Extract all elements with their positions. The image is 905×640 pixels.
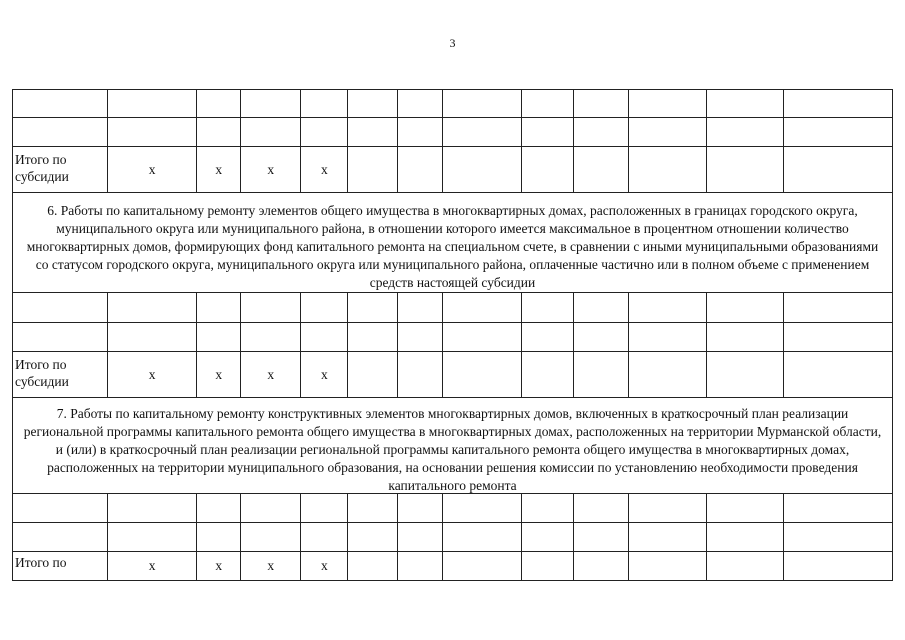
total-row-label: Итого по субсидии [13, 147, 108, 193]
table-cell [521, 118, 573, 147]
table-cell [521, 90, 573, 118]
table-cell [108, 90, 197, 118]
x-mark: x [301, 552, 348, 581]
table-cell [443, 147, 521, 193]
section-7-heading: 7. Работы по капитальному ремонту конструктивных элементов многоквартирных домов, включенных в краткосрочный план реализации региональной программы капитального ремонта общего имущества в многоквартирных домах, расположенных на территории Мурманской области, и (или) в краткосрочный план реализации региональной программы капитального ремонта общего имущества в многоквартирных домах, расположенных на территории муниципального образования, на основании решения комиссии по установлению необходимости проведения капитального ремонта [12, 398, 893, 499]
table-cell [13, 118, 108, 147]
table-cell [301, 523, 348, 552]
table-cell [706, 552, 783, 581]
table-cell [573, 293, 628, 323]
table-cell [398, 552, 443, 581]
table-cell [443, 352, 521, 398]
table-cell [241, 523, 301, 552]
table-cell [706, 352, 783, 398]
table-cell [443, 523, 521, 552]
table-cell [301, 494, 348, 523]
table-cell [348, 293, 398, 323]
table-cell [108, 118, 197, 147]
total-row [13, 352, 893, 398]
table-cell [706, 293, 783, 323]
table-cell [628, 494, 706, 523]
table-cell [783, 552, 892, 581]
table-cell [573, 352, 628, 398]
table-cell [443, 293, 521, 323]
table-section-6 [12, 292, 893, 398]
table-row [13, 293, 893, 323]
table-cell [443, 118, 521, 147]
table-cell [783, 293, 892, 323]
table-cell [573, 118, 628, 147]
table-cell [348, 352, 398, 398]
table-cell [521, 494, 573, 523]
table-cell [398, 118, 443, 147]
table-section-7 [12, 493, 893, 581]
table-cell [628, 147, 706, 193]
table-cell [197, 494, 241, 523]
table-cell [301, 118, 348, 147]
table-cell [521, 323, 573, 352]
table-cell [241, 118, 301, 147]
table-cell [628, 293, 706, 323]
table-cell [443, 552, 521, 581]
table-cell [398, 352, 443, 398]
x-mark: x [301, 147, 348, 193]
x-mark: x [108, 147, 197, 193]
table-cell [348, 90, 398, 118]
table-cell [398, 523, 443, 552]
section-6-heading: 6. Работы по капитальному ремонту элементов общего имущества в многоквартирных домах, расположенных в границах городского округа, муниципального округа или муниципального района, в отношении которого имеется максимальное в процентном отношении количество многоквартирных домов, формирующих фонд капитального ремонта на специальном счете, в сравнении с иными муниципальными образованиями со статусом городского округа, муниципального округа или муниципального района, оплаченные частично или в полном объеме с применением средств настоящей субсидии [12, 193, 893, 296]
total-row [13, 147, 893, 193]
table-cell [398, 90, 443, 118]
x-mark: x [197, 147, 241, 193]
table-cell [443, 494, 521, 523]
table-cell [348, 118, 398, 147]
table-cell [573, 147, 628, 193]
table-cell [783, 323, 892, 352]
table-row [13, 523, 893, 552]
table-cell [197, 293, 241, 323]
table-cell [783, 352, 892, 398]
table-cell [241, 494, 301, 523]
table-cell [348, 552, 398, 581]
table-cell [783, 118, 892, 147]
table-cell [398, 494, 443, 523]
x-mark: x [197, 352, 241, 398]
table-row [13, 90, 893, 118]
table-cell [348, 523, 398, 552]
table-cell [573, 552, 628, 581]
table-cell [301, 90, 348, 118]
table-cell [13, 494, 108, 523]
table-cell [13, 90, 108, 118]
table-section-5-tail [12, 89, 893, 193]
table-cell [783, 494, 892, 523]
table-cell [573, 494, 628, 523]
table-cell [706, 494, 783, 523]
table-cell [241, 90, 301, 118]
x-mark: x [301, 352, 348, 398]
table-block-2 [12, 292, 893, 499]
table-cell [521, 352, 573, 398]
table-row [13, 494, 893, 523]
table-cell [13, 523, 108, 552]
table-cell [398, 147, 443, 193]
table-block-3 [12, 493, 893, 581]
table-cell [108, 523, 197, 552]
total-row-label: Итого по [13, 552, 108, 581]
table-cell [521, 293, 573, 323]
page-number: 3 [449, 36, 456, 50]
table-cell [197, 523, 241, 552]
table-cell [628, 552, 706, 581]
table-cell [398, 293, 443, 323]
table-cell [706, 523, 783, 552]
table-cell [443, 323, 521, 352]
table-cell [398, 323, 443, 352]
table-cell [348, 494, 398, 523]
total-row-label: Итого по субсидии [13, 352, 108, 398]
table-cell [573, 90, 628, 118]
table-block-1 [12, 89, 893, 296]
table-cell [13, 323, 108, 352]
x-mark: x [108, 552, 197, 581]
table-cell [301, 293, 348, 323]
table-cell [706, 118, 783, 147]
x-mark: x [197, 552, 241, 581]
table-cell [348, 147, 398, 193]
table-cell [241, 293, 301, 323]
table-cell [108, 494, 197, 523]
table-cell [783, 90, 892, 118]
table-cell [706, 323, 783, 352]
table-row [13, 323, 893, 352]
table-cell [783, 523, 892, 552]
table-cell [521, 147, 573, 193]
table-cell [783, 147, 892, 193]
table-cell [13, 293, 108, 323]
table-cell [521, 523, 573, 552]
table-cell [573, 523, 628, 552]
table-cell [443, 90, 521, 118]
table-cell [573, 323, 628, 352]
x-mark: x [241, 352, 301, 398]
table-cell [108, 323, 197, 352]
table-cell [628, 523, 706, 552]
table-cell [706, 90, 783, 118]
x-mark: x [241, 552, 301, 581]
table-cell [521, 552, 573, 581]
table-cell [628, 90, 706, 118]
total-row [13, 552, 893, 581]
table-row [13, 118, 893, 147]
table-cell [706, 147, 783, 193]
table-cell [108, 293, 197, 323]
table-cell [628, 352, 706, 398]
table-cell [197, 118, 241, 147]
x-mark: x [241, 147, 301, 193]
table-cell [197, 90, 241, 118]
table-cell [301, 323, 348, 352]
table-cell [197, 323, 241, 352]
table-cell [241, 323, 301, 352]
table-cell [628, 118, 706, 147]
x-mark: x [108, 352, 197, 398]
table-cell [628, 323, 706, 352]
table-cell [348, 323, 398, 352]
